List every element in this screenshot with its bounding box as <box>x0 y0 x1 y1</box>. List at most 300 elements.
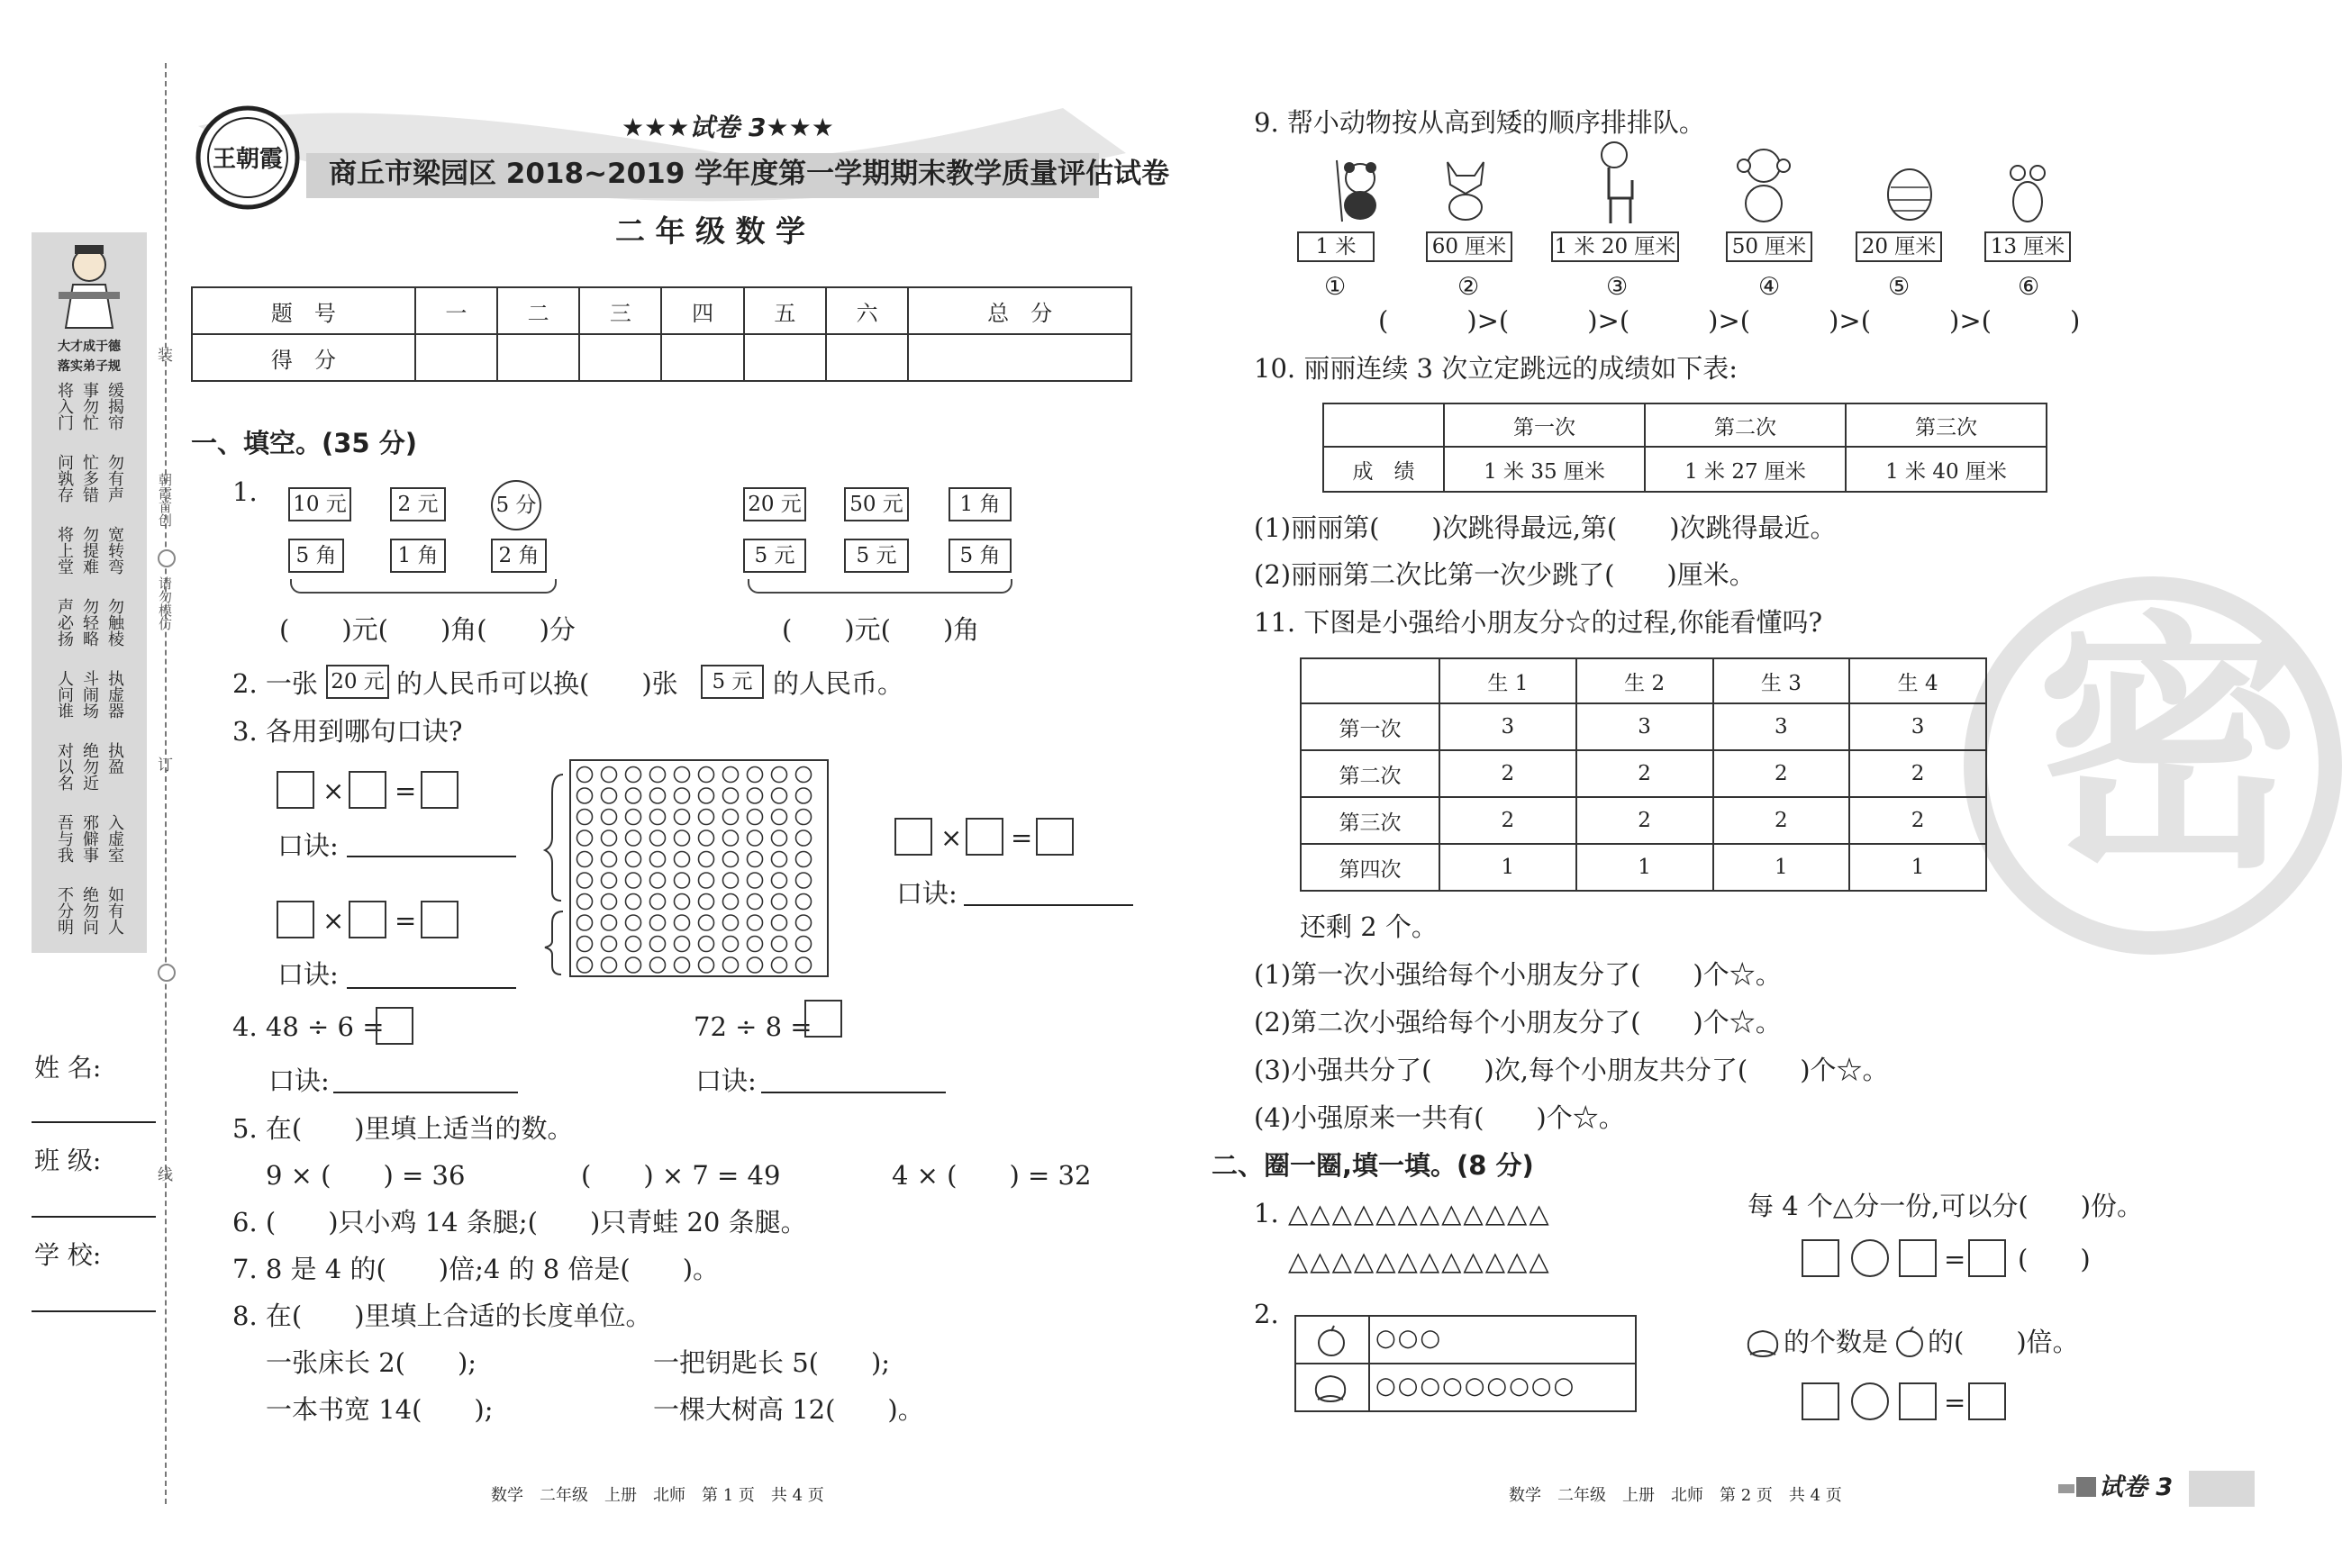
sidebar-motto-1: 大才成于德 <box>58 340 121 354</box>
grid-dot <box>748 957 763 973</box>
grid-dot <box>796 852 812 867</box>
rule-text: 对以名 <box>55 742 74 791</box>
animal-number: ⑤ <box>1888 273 1911 301</box>
q5-item[interactable]: ( ) × 7 = 49 <box>581 1160 781 1191</box>
score-cell[interactable] <box>826 334 908 381</box>
part2-title: 二、圈一圈,填一填。(8 分) <box>1212 1150 1534 1181</box>
score-table <box>191 286 1132 382</box>
grid-dot <box>723 873 739 888</box>
grid-dot <box>723 830 739 846</box>
star-row-label: 第四次 <box>1301 844 1439 891</box>
grid-dot <box>772 957 787 973</box>
grid-dot <box>772 767 787 783</box>
star-cell: 2 <box>1849 750 1986 797</box>
sidebar-motto-2: 落实弟子规 <box>58 359 121 374</box>
grid-dot <box>577 957 593 973</box>
grid-dot <box>675 830 690 846</box>
koujue-label: 口诀: <box>695 1065 757 1096</box>
score-cell[interactable] <box>579 334 661 381</box>
binding-hole <box>158 549 176 567</box>
grid-dot <box>675 852 690 867</box>
margin-mark-warning: 请勿模仿 <box>157 576 173 630</box>
equals-sign: = <box>395 905 417 936</box>
animal-number: ⑥ <box>2018 273 2040 301</box>
answer-box[interactable] <box>1036 818 1074 856</box>
q3-text: 3. 各用到哪句口诀? <box>232 716 463 747</box>
q11-sub4[interactable]: (4)小强原来一共有( )个☆。 <box>1254 1102 1625 1133</box>
rule-text: 不分明 <box>55 886 74 935</box>
grid-dot <box>675 810 690 825</box>
part1-title: 一、填空。(35 分) <box>191 428 417 458</box>
answer-box[interactable] <box>1899 1239 1937 1277</box>
apple-icon <box>1314 1324 1348 1358</box>
triangle-row[interactable]: △△△△△△△△△△△△ <box>1288 1198 1551 1228</box>
subject-title: 二 年 级 数 学 <box>615 213 805 249</box>
equals-sign: = <box>1944 1387 1966 1418</box>
animal-number: ③ <box>1606 273 1629 301</box>
jump-row-label: 成 绩 <box>1323 447 1444 492</box>
q10-sub2[interactable]: (2)丽丽第二次比第一次少跳了( )厘米。 <box>1254 559 1756 590</box>
watermark-text: 密 <box>2036 590 2306 904</box>
star-cell: 3 <box>1713 703 1850 750</box>
score-header: 三 <box>579 287 661 334</box>
grid-dot <box>699 810 714 825</box>
q2-text-a: 2. 一张 <box>232 668 318 699</box>
grid-dot <box>577 894 593 910</box>
times-sign: × <box>322 905 345 936</box>
grid-dot <box>748 830 763 846</box>
grid-dot <box>602 873 617 888</box>
star-cell: 3 <box>1576 703 1713 750</box>
grid-dot <box>699 937 714 952</box>
grid-dot <box>772 873 787 888</box>
rule-text: 勿有声 <box>105 454 124 503</box>
grid-dot <box>650 767 666 783</box>
grid-dot <box>796 937 812 952</box>
rule-group <box>37 670 141 740</box>
rule-text: 将上堂 <box>55 526 74 575</box>
grid-dot <box>699 915 714 930</box>
operator-circle[interactable] <box>1851 1239 1889 1277</box>
grid-dot <box>723 957 739 973</box>
margin-mark-bind: 装 <box>154 347 172 362</box>
grid-dot <box>602 767 617 783</box>
part2-q2-text-b[interactable]: 的( )倍。 <box>1928 1327 2079 1357</box>
q5-item[interactable]: 4 × ( ) = 32 <box>892 1160 1092 1191</box>
sidebar-rules <box>37 382 141 958</box>
hedgehog-icon <box>1878 160 1941 223</box>
money-2jiao: 2 角 <box>491 539 547 573</box>
q1-right-answer[interactable]: ( )元( )角 <box>782 614 980 645</box>
answer-box[interactable] <box>1802 1239 1839 1277</box>
answer-box[interactable] <box>349 901 386 938</box>
grid-dot <box>699 894 714 910</box>
star-cell: 2 <box>1439 750 1576 797</box>
grid-dot <box>602 937 617 952</box>
star-header: 生 2 <box>1576 658 1713 703</box>
q2-text-c: 的人民币。 <box>773 668 904 699</box>
money-5yuan: 5 元 <box>743 539 806 573</box>
grid-dot <box>748 767 763 783</box>
money-50yuan: 50 元 <box>844 487 909 521</box>
rule-group <box>37 742 141 812</box>
apple-count: ○○○ <box>1375 1325 1443 1352</box>
name-field[interactable] <box>32 1121 156 1123</box>
score-header: 二 <box>497 287 579 334</box>
grid-dot <box>723 810 739 825</box>
score-row-label: 得 分 <box>192 334 415 381</box>
panda-icon <box>1324 160 1396 223</box>
triangle-row[interactable]: △△△△△△△△△△△△ <box>1288 1246 1551 1276</box>
score-header: 题 号 <box>192 287 415 334</box>
grid-dot <box>577 767 593 783</box>
grid-dot <box>650 873 666 888</box>
jump-table <box>1322 403 2047 493</box>
animal-number: ② <box>1457 273 1480 301</box>
koujue-line[interactable] <box>347 987 516 989</box>
koujue-label: 口诀: <box>896 878 958 909</box>
height-label: 1 米 <box>1297 231 1375 262</box>
jump-cell: 1 米 35 厘米 <box>1444 447 1645 492</box>
score-header: 六 <box>826 287 908 334</box>
exam-title: 商丘市梁园区 2018~2019 学年度第一学期期末教学质量评估试卷 <box>329 158 1170 190</box>
grid-dot <box>699 830 714 846</box>
score-header: 总 分 <box>908 287 1131 334</box>
q8-item[interactable]: 一本书宽 14( ); <box>266 1394 494 1425</box>
star-cell: 2 <box>1713 750 1850 797</box>
grid-dot <box>577 810 593 825</box>
star-header <box>1301 658 1439 703</box>
rule-text: 宽转弯 <box>105 526 124 575</box>
fox-icon <box>1434 153 1497 225</box>
grid-dot <box>723 788 739 803</box>
grid-dot <box>796 788 812 803</box>
height-label: 60 厘米 <box>1426 231 1512 262</box>
peach-icon <box>1743 1326 1783 1360</box>
rule-group <box>37 598 141 668</box>
answer-box[interactable] <box>277 901 314 938</box>
rule-group <box>37 454 141 524</box>
grid-dot <box>748 894 763 910</box>
coin-5fen: 5 分 <box>491 480 541 530</box>
times-sign: × <box>940 822 963 853</box>
star-cell: 2 <box>1849 797 1986 844</box>
equals-sign: = <box>1944 1244 1966 1274</box>
q5-item[interactable]: 9 × ( ) = 36 <box>266 1160 466 1191</box>
q2-text-b[interactable]: 的人民币可以换( )张 <box>396 668 678 699</box>
star-header: 生 4 <box>1849 658 1986 703</box>
q11-sub2[interactable]: (2)第二次小强给每个小朋友分了( )个☆。 <box>1254 1007 1782 1038</box>
jump-header: 第二次 <box>1645 403 1846 447</box>
grid-dot <box>796 767 812 783</box>
grid-dot <box>772 894 787 910</box>
answer-box[interactable] <box>421 771 458 809</box>
part2-q1-number: 1. <box>1254 1198 1279 1228</box>
money-5yuan-q2: 5 元 <box>701 665 764 699</box>
peach-count: ○○○○○○○○○ <box>1375 1373 1576 1400</box>
fruit-table <box>1294 1315 1637 1412</box>
grid-dot <box>650 937 666 952</box>
grid-dot <box>723 852 739 867</box>
rule-text: 绝勿问 <box>80 886 99 935</box>
rule-text: 斗闹场 <box>80 670 99 719</box>
grid-dot <box>626 767 641 783</box>
rule-group <box>37 814 141 884</box>
jump-header <box>1323 403 1444 447</box>
score-header: 一 <box>415 287 497 334</box>
star-cell: 1 <box>1713 844 1850 891</box>
grid-dot <box>577 830 593 846</box>
star-cell: 2 <box>1576 750 1713 797</box>
koujue-label: 口诀: <box>277 959 339 990</box>
left-brace <box>290 579 557 594</box>
answer-box[interactable] <box>1968 1239 2006 1277</box>
part2-q2-number: 2. <box>1254 1299 1279 1329</box>
grid-dot <box>723 767 739 783</box>
rule-text: 邪僻事 <box>80 814 99 863</box>
q7-text[interactable]: 7. 8 是 4 的( )倍;4 的 8 倍是( )。 <box>232 1254 720 1284</box>
school-label: 学 校: <box>34 1240 102 1270</box>
score-header: 四 <box>661 287 743 334</box>
name-label: 姓 名: <box>34 1053 102 1083</box>
grid-dot <box>796 915 812 930</box>
animal-number: ① <box>1324 273 1347 301</box>
star-cell: 3 <box>1849 703 1986 750</box>
rule-text: 勿轻略 <box>80 598 99 647</box>
answer-box[interactable] <box>894 818 932 856</box>
score-cell[interactable] <box>908 334 1131 381</box>
grid-dot <box>699 873 714 888</box>
money-5jiao-right: 5 角 <box>949 539 1012 573</box>
score-cell[interactable] <box>661 334 743 381</box>
star-cell: 1 <box>1576 844 1713 891</box>
rule-text: 执虚器 <box>105 670 124 719</box>
operator-circle[interactable] <box>1851 1382 1889 1420</box>
equals-sign: = <box>1011 822 1033 853</box>
grid-dot <box>796 873 812 888</box>
height-label: 20 厘米 <box>1856 231 1942 262</box>
height-label: 13 厘米 <box>1984 231 2071 262</box>
answer-box[interactable] <box>1968 1382 2006 1420</box>
grid-dot <box>796 810 812 825</box>
mouse-icon <box>2002 162 2056 225</box>
grid-dot <box>626 873 641 888</box>
koujue-line[interactable] <box>347 856 516 857</box>
answer-box[interactable] <box>1899 1382 1937 1420</box>
deer-icon <box>1587 135 1650 225</box>
margin-mark-line: 线 <box>154 1166 172 1182</box>
grid-dot <box>772 915 787 930</box>
grid-dot <box>772 852 787 867</box>
school-field[interactable] <box>32 1310 156 1312</box>
money-10yuan: 10 元 <box>288 487 351 521</box>
star-table <box>1300 657 1987 892</box>
grid-dot <box>699 852 714 867</box>
money-2yuan: 2 元 <box>390 487 446 521</box>
grid-dot <box>650 788 666 803</box>
footer-deco <box>2076 1477 2096 1497</box>
footer-paper-tag: 试卷 3 <box>2099 1473 2174 1501</box>
grid-dot <box>748 915 763 930</box>
grid-dot <box>748 852 763 867</box>
money-5yuan: 5 元 <box>844 539 909 573</box>
grid-dot <box>650 915 666 930</box>
q8-item[interactable]: 一把钥匙长 5( ); <box>653 1347 891 1378</box>
grid-dot <box>602 788 617 803</box>
q10-sub1[interactable]: (1)丽丽第( )次跳得最远,第( )次跳得最近。 <box>1254 512 1837 543</box>
times-sign: × <box>322 775 345 806</box>
star-header: 生 3 <box>1713 658 1850 703</box>
grid-dot <box>602 894 617 910</box>
rule-group <box>37 382 141 452</box>
rule-group <box>37 886 141 956</box>
peach-icon <box>1311 1371 1350 1405</box>
koujue-line[interactable] <box>964 904 1133 906</box>
star-row-label: 第一次 <box>1301 703 1439 750</box>
q4-right: 72 ÷ 8 = <box>694 1011 812 1042</box>
q11-sub1[interactable]: (1)第一次小强给每个小朋友分了( )个☆。 <box>1254 959 1782 990</box>
star-cell: 1 <box>1849 844 1986 891</box>
grid-dot <box>723 915 739 930</box>
grid-dot <box>675 873 690 888</box>
answer-box[interactable] <box>376 1007 413 1045</box>
grid-dot <box>748 810 763 825</box>
q11-text: 11. 下图是小强给小朋友分☆的过程,你能看懂吗? <box>1254 607 1823 638</box>
star-cell: 2 <box>1576 797 1713 844</box>
answer-box[interactable] <box>966 818 1003 856</box>
grid-dot <box>675 915 690 930</box>
footer-right: 数学 二年级 上册 北师 第 2 页 共 4 页 <box>1509 1486 1842 1505</box>
answer-box[interactable] <box>277 771 314 809</box>
answer-box[interactable] <box>804 1000 842 1038</box>
scholar-figure-icon <box>53 238 125 337</box>
koujue-line[interactable] <box>761 1092 946 1093</box>
score-cell[interactable] <box>744 334 826 381</box>
answer-box[interactable] <box>421 901 458 938</box>
footer-left: 数学 二年级 上册 北师 第 1 页 共 4 页 <box>491 1486 824 1505</box>
grid-dot <box>723 894 739 910</box>
footer-deco <box>2058 1484 2074 1493</box>
grid-dot <box>626 810 641 825</box>
q1-number: 1. <box>232 476 258 507</box>
q11-rest: 还剩 2 个。 <box>1300 911 1438 942</box>
grid-dot <box>626 957 641 973</box>
koujue-line[interactable] <box>333 1092 518 1093</box>
grid-dot <box>699 767 714 783</box>
grid-dot <box>772 937 787 952</box>
money-1jiao-right: 1 角 <box>949 487 1012 521</box>
footer-tab <box>2189 1471 2255 1507</box>
sidebar-panel <box>32 232 147 953</box>
grid-dot <box>626 788 641 803</box>
score-cell[interactable] <box>415 334 497 381</box>
rule-text: 绝勿近 <box>80 742 99 791</box>
part2-q1-text[interactable]: 每 4 个△分一份,可以分( )份。 <box>1747 1191 2144 1221</box>
grid-dot <box>796 957 812 973</box>
rule-text: 如有人 <box>105 886 124 935</box>
grid-dot <box>772 810 787 825</box>
rule-text: 声必扬 <box>55 598 74 647</box>
grid-dot <box>796 830 812 846</box>
grid-dot <box>602 915 617 930</box>
rule-text: 勿提难 <box>80 526 99 575</box>
money-5jiao: 5 角 <box>288 539 344 573</box>
q11-sub3[interactable]: (3)小强共分了( )次,每个小朋友共分了( )个☆。 <box>1254 1055 1889 1085</box>
koujue-label: 口诀: <box>268 1065 330 1096</box>
grid-dot <box>650 894 666 910</box>
q9-text: 9. 帮小动物按从高到矮的顺序排排队。 <box>1254 107 1705 138</box>
height-label: 1 米 20 厘米 <box>1551 231 1679 262</box>
score-header: 五 <box>744 287 826 334</box>
answer-box[interactable] <box>1802 1382 1839 1420</box>
money-20yuan-q2: 20 元 <box>326 665 389 699</box>
grid-dot <box>577 937 593 952</box>
rule-text: 勿触棱 <box>105 598 124 647</box>
grid-dot <box>772 788 787 803</box>
rule-text: 入虚室 <box>105 814 124 863</box>
brand-seal-logo <box>194 104 302 212</box>
grid-dot <box>675 767 690 783</box>
jump-cell: 1 米 40 厘米 <box>1846 447 2047 492</box>
grid-dot <box>699 957 714 973</box>
animal-number: ④ <box>1758 273 1781 301</box>
margin-mark-brand: 朝霞首创 <box>157 473 173 527</box>
grid-dot <box>748 937 763 952</box>
rule-text: 人问谁 <box>55 670 74 719</box>
height-label: 50 厘米 <box>1726 231 1812 262</box>
q6-text[interactable]: 6. ( )只小鸡 14 条腿;( )只青蛙 20 条腿。 <box>232 1207 807 1237</box>
grid-dot <box>577 852 593 867</box>
grid-dot <box>796 894 812 910</box>
binding-hole <box>158 964 176 982</box>
class-field[interactable] <box>32 1216 156 1218</box>
grid-dot <box>675 894 690 910</box>
grid-dot <box>650 957 666 973</box>
grid-dot <box>650 830 666 846</box>
star-row-label: 第三次 <box>1301 797 1439 844</box>
rule-group <box>37 526 141 596</box>
right-brace <box>748 579 1012 594</box>
grid-dot <box>602 957 617 973</box>
money-20yuan: 20 元 <box>743 487 806 521</box>
rule-text: 将入门 <box>55 382 74 431</box>
brand-logo-text: 王朝霞 <box>212 146 284 173</box>
star-cell: 1 <box>1439 844 1576 891</box>
q8-item[interactable]: 一张床长 2( ); <box>266 1347 477 1378</box>
money-1jiao: 1 角 <box>390 539 446 573</box>
q1-left-answer[interactable]: ( )元( )角( )分 <box>279 614 576 645</box>
q8-item[interactable]: 一棵大树高 12( )。 <box>653 1394 924 1425</box>
equals-sign: = <box>395 775 417 806</box>
q9-order-answer[interactable]: ( )>( )>( )>( )>( )>( ) <box>1378 305 2081 336</box>
apple-icon <box>1892 1324 1928 1360</box>
class-label: 班 级: <box>34 1146 102 1175</box>
part2-q1-paren[interactable]: ( ) <box>2018 1244 2091 1274</box>
grid-dot <box>748 873 763 888</box>
rule-text: 问孰存 <box>55 454 74 503</box>
answer-box[interactable] <box>349 771 386 809</box>
score-cell[interactable] <box>497 334 579 381</box>
rule-text: 缓揭帘 <box>105 382 124 431</box>
grid-dot <box>602 852 617 867</box>
grid-dot <box>650 852 666 867</box>
grid-dot <box>772 830 787 846</box>
jump-header: 第三次 <box>1846 403 2047 447</box>
jump-cell: 1 米 27 厘米 <box>1645 447 1846 492</box>
paper-tag: ★★★试卷 3★★★ <box>622 113 834 142</box>
grid-dot <box>602 810 617 825</box>
star-cell: 2 <box>1713 797 1850 844</box>
